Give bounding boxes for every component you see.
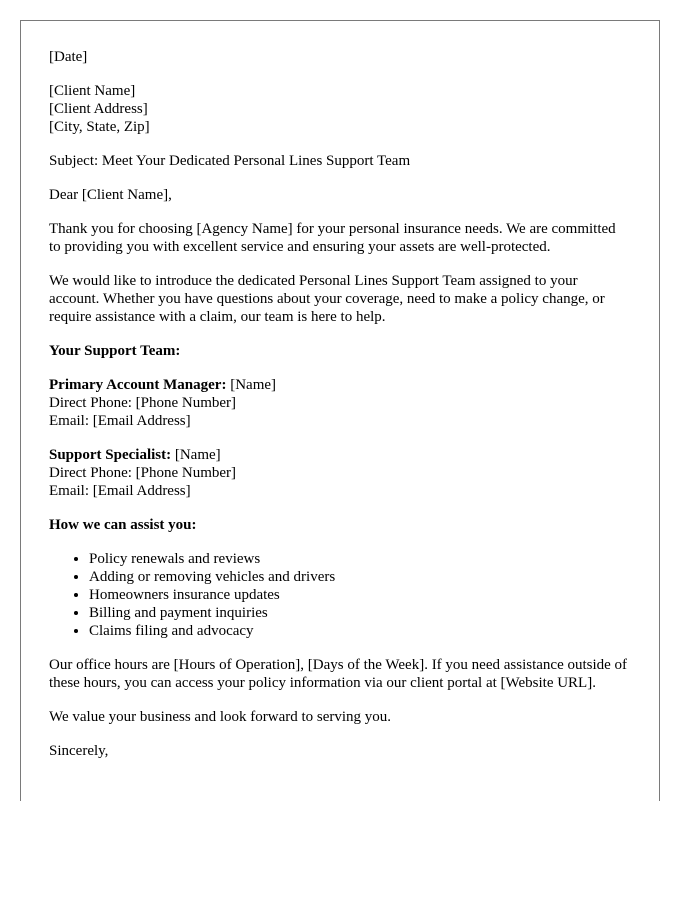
primary-manager-name: [Name] [226, 377, 277, 393]
list-item: • Homeowners insurance updates [89, 586, 631, 604]
assist-list [49, 550, 631, 640]
recipient-city-state-zip: [City, State, Zip] [49, 119, 150, 135]
primary-manager-phone: Direct Phone: [Phone Number] [49, 395, 237, 411]
letter-date: [Date] [49, 49, 88, 65]
primary-manager-line [49, 376, 631, 394]
support-specialist-block [49, 446, 631, 500]
support-specialist-line [49, 446, 631, 464]
sign-off: Sincerely, [49, 743, 109, 759]
letter-content [49, 48, 631, 776]
primary-manager-title: Primary Account Manager: [49, 377, 227, 393]
support-specialist-email: Email: [Email Address] [49, 483, 191, 499]
list-item: • Adding or removing vehicles and drivers [89, 568, 631, 586]
closing-note: We value your business and look forward to serving you. [49, 709, 392, 725]
letter-page [20, 20, 660, 801]
letter-salutation: Dear [Client Name], [49, 187, 172, 203]
list-item: • Billing and payment inquiries [89, 604, 631, 622]
team-heading: Your Support Team: [49, 343, 181, 359]
assist-heading: How we can assist you: [49, 517, 197, 533]
list-item: • Policy renewals and reviews [89, 550, 631, 568]
recipient-address: [Client Address] [49, 101, 148, 117]
recipient-name: [Client Name] [49, 83, 136, 99]
support-specialist-name: [Name] [171, 447, 221, 463]
list-item: • Claims filing and advocacy [89, 622, 631, 640]
team-intro-paragraph: We would like to introduce the dedicated Personal Lines Support Team assigned to your account. Whether you have questions about your coverage, need to make a policy change, or require assistance with a claim, our team is here to help. [49, 273, 605, 325]
support-specialist-phone: Direct Phone: [Phone Number] [49, 465, 237, 481]
primary-manager-email: Email: [Email Address] [49, 413, 191, 429]
intro-paragraph: Thank you for choosing [Agency Name] for your personal insurance needs. We are committed to providing you with excellent service and ensuring your assets are well-protected. [49, 221, 616, 255]
letter-subject: Subject: Meet Your Dedicated Personal Lines Support Team [49, 153, 411, 169]
primary-manager-block [49, 376, 631, 430]
office-hours-paragraph: Our office hours are [Hours of Operation], [Days of the Week]. If you need assistance outside of these hours, you can access your policy information via our client portal at [Website URL]. [49, 657, 628, 691]
recipient-block [49, 82, 631, 136]
support-specialist-title: Support Specialist: [49, 447, 172, 463]
